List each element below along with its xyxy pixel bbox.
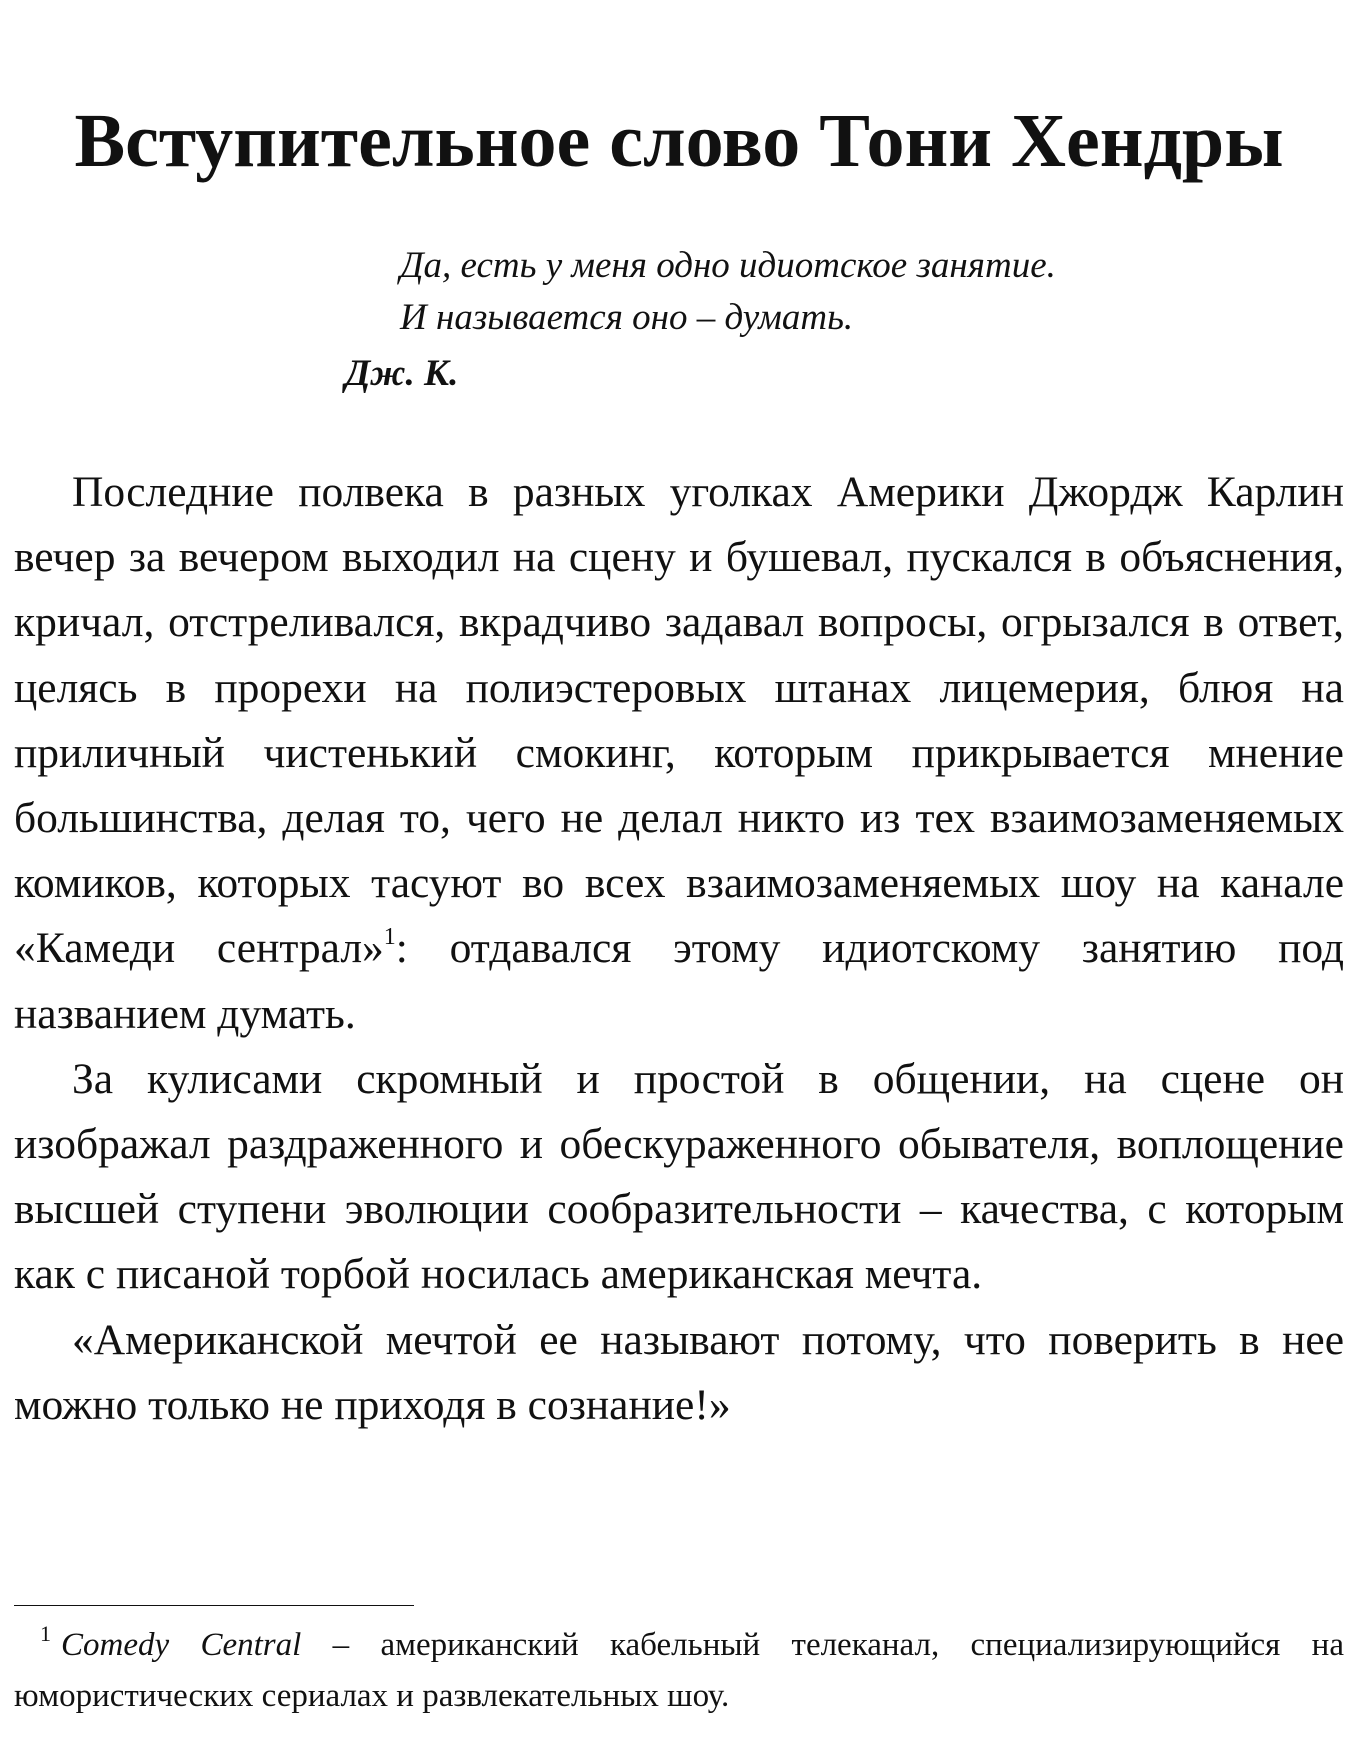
footnote — [14, 1620, 1344, 1722]
paragraph: «Американской мечтой ее называют потому, что поверить в нее можно только не приходя в сознание!» — [14, 1315, 1344, 1429]
footnote-text: – американский кабельный телеканал, специализирующийся на юмористических сериалах и развлекательных шоу. — [14, 1627, 1344, 1714]
epigraph-line: Да, есть у меня одно идиотское занятие. — [400, 245, 1056, 286]
footnote-divider — [14, 1605, 414, 1606]
paragraph: За кулисами скромный и простой в общении, на сцене он изображал раздраженного и обескураженного обывателя, воплощение высшей ступени эволюции сообразительности – качества, с которым как с писаной торбой носилась американская мечта. — [14, 1054, 1344, 1299]
epigraph-author: Дж. К. — [345, 353, 459, 394]
footnote-number: 1 — [40, 1621, 51, 1646]
paragraph-text: Последние полвека в разных уголках Америки Джордж Карлин вечер за вечером выходил на сцену и бушевал, пускался в объяснения, кричал, отстреливался, вкрадчиво задавал вопросы, огрызался в ответ, целясь в прорехи на полиэстеровых штанах лицемерия, блюя на приличный чистенький смокинг, которым прикрывается мнение большинства, делая то, чего не делал никто из тех взаимозаменяемых комиков, которых тасуют во всех взаимозаменяемых шоу на канале «Камеди сентрал» — [14, 468, 1344, 973]
epigraph-line: И называется оно – думать. — [400, 297, 854, 338]
paragraph — [14, 460, 1344, 1047]
footnote-term: Comedy Central — [61, 1627, 302, 1663]
epigraph — [0, 240, 1358, 400]
chapter-title: Вступительное слово Тони Хендры — [74, 99, 1284, 183]
paragraph-text: : отдавался этому идиотскому занятию под названием думать. — [14, 924, 1344, 1038]
body-text — [14, 460, 1344, 1438]
footnote-reference[interactable]: 1 — [383, 924, 396, 951]
